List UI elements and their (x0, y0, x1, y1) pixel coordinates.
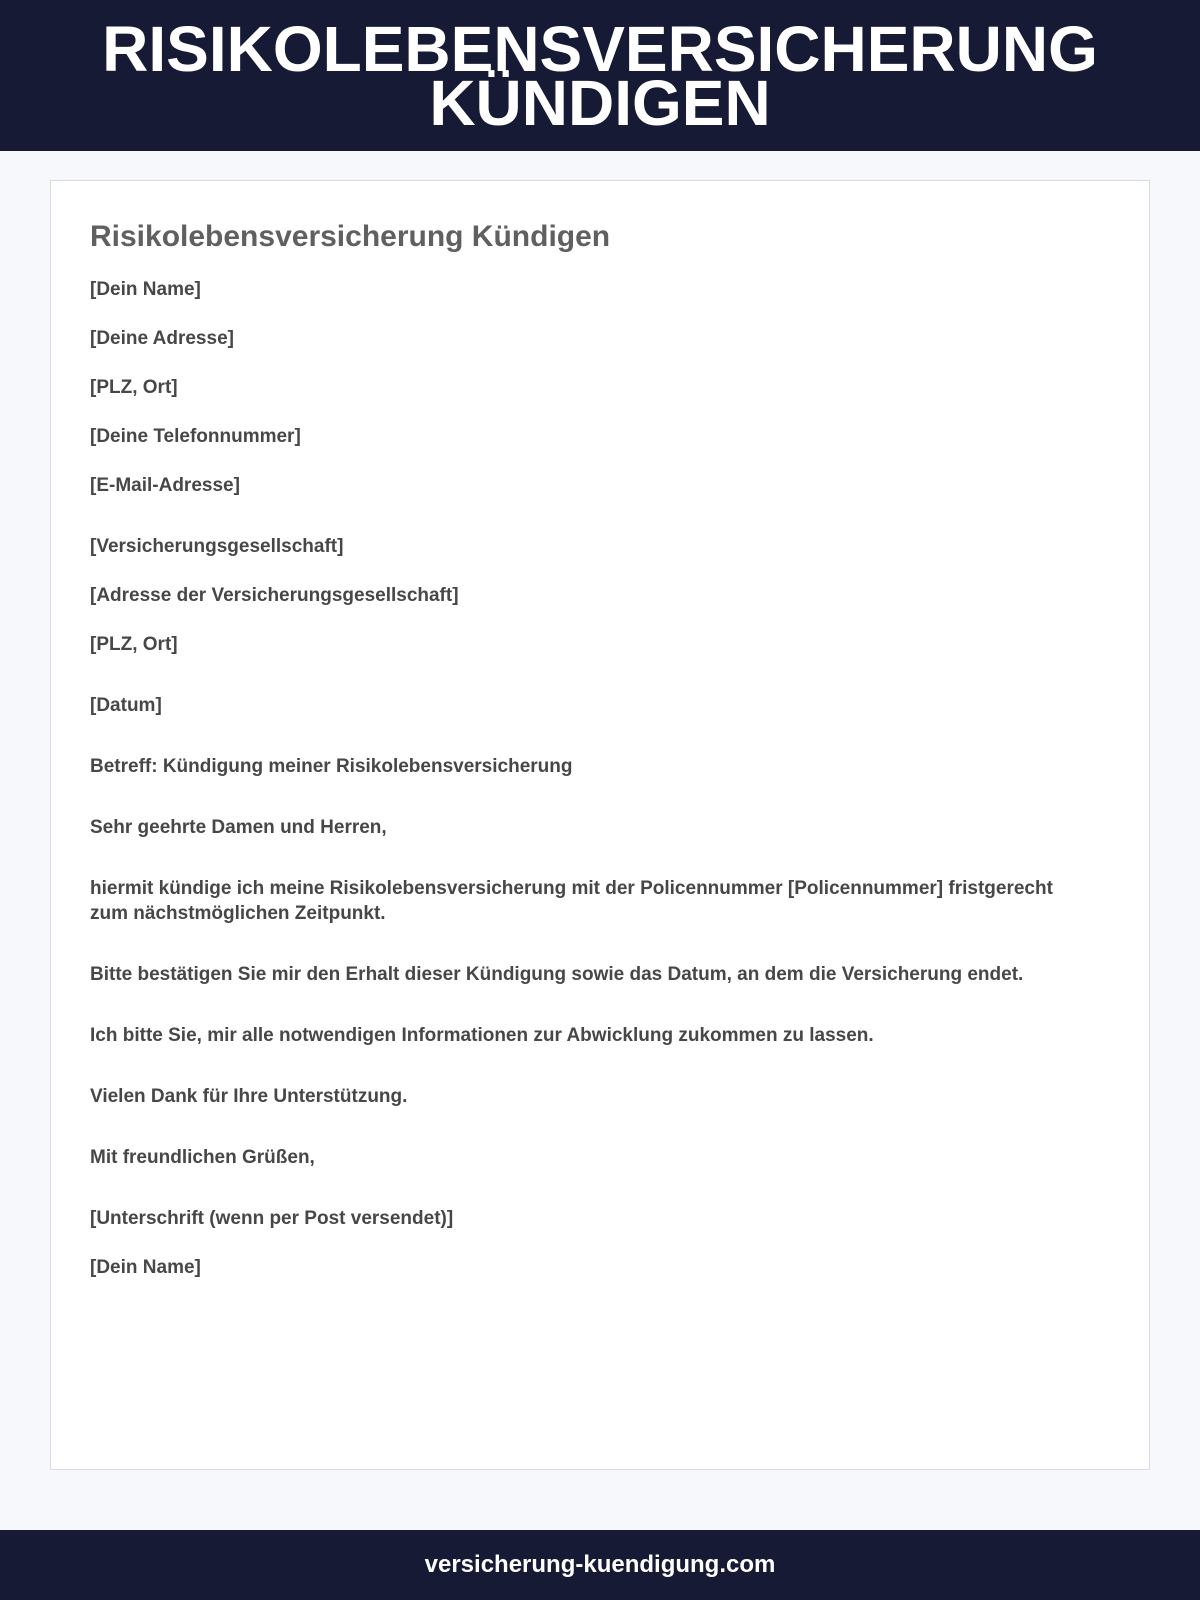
letter-date: [Datum] (90, 695, 162, 716)
banner-title: RISIKOLEBENSVERSICHERUNG KÜNDIGEN (102, 12, 1098, 139)
footer-site-link[interactable]: versicherung-kuendigung.com (424, 1551, 776, 1578)
letter-salutation: Sehr geehrte Damen und Herren, (90, 817, 387, 838)
letter-closing: Mit freundlichen Grüßen, (90, 1147, 315, 1168)
body-paragraph: Bitte bestätigen Sie mir den Erhalt dieser Kündigung sowie das Datum, an dem die Versicherung endet. (90, 964, 1024, 985)
sender-name: [Dein Name] (90, 279, 201, 300)
top-banner (0, 0, 1200, 151)
body-paragraph: Vielen Dank für Ihre Unterstützung. (90, 1086, 408, 1107)
letter-card (50, 180, 1150, 1470)
recipient-zip-city: [PLZ, Ort] (90, 634, 178, 655)
signature-placeholder: [Unterschrift (wenn per Post versendet)] (90, 1208, 454, 1229)
sender-phone: [Deine Telefonnummer] (90, 426, 301, 447)
sender-zip-city: [PLZ, Ort] (90, 377, 178, 398)
recipient-company: [Versicherungsgesellschaft] (90, 536, 344, 557)
letter-subject: Betreff: Kündigung meiner Risikolebensversicherung (90, 756, 573, 777)
recipient-address: [Adresse der Versicherungsgesellschaft] (90, 585, 459, 606)
letter-heading: Risikolebensversicherung Kündigen (90, 220, 611, 253)
body-paragraph: hiermit kündige ich meine Risikolebensversicherung mit der Policennummer [Policennummer] fristgerecht zum nächstmöglichen Zeitpunkt. (90, 878, 1053, 924)
sender-email: [E-Mail-Adresse] (90, 475, 240, 496)
signer-name: [Dein Name] (90, 1257, 201, 1278)
sender-address: [Deine Adresse] (90, 328, 234, 349)
body-paragraph: Ich bitte Sie, mir alle notwendigen Informationen zur Abwicklung zukommen zu lassen. (90, 1025, 874, 1046)
footer-bar (0, 1530, 1200, 1600)
